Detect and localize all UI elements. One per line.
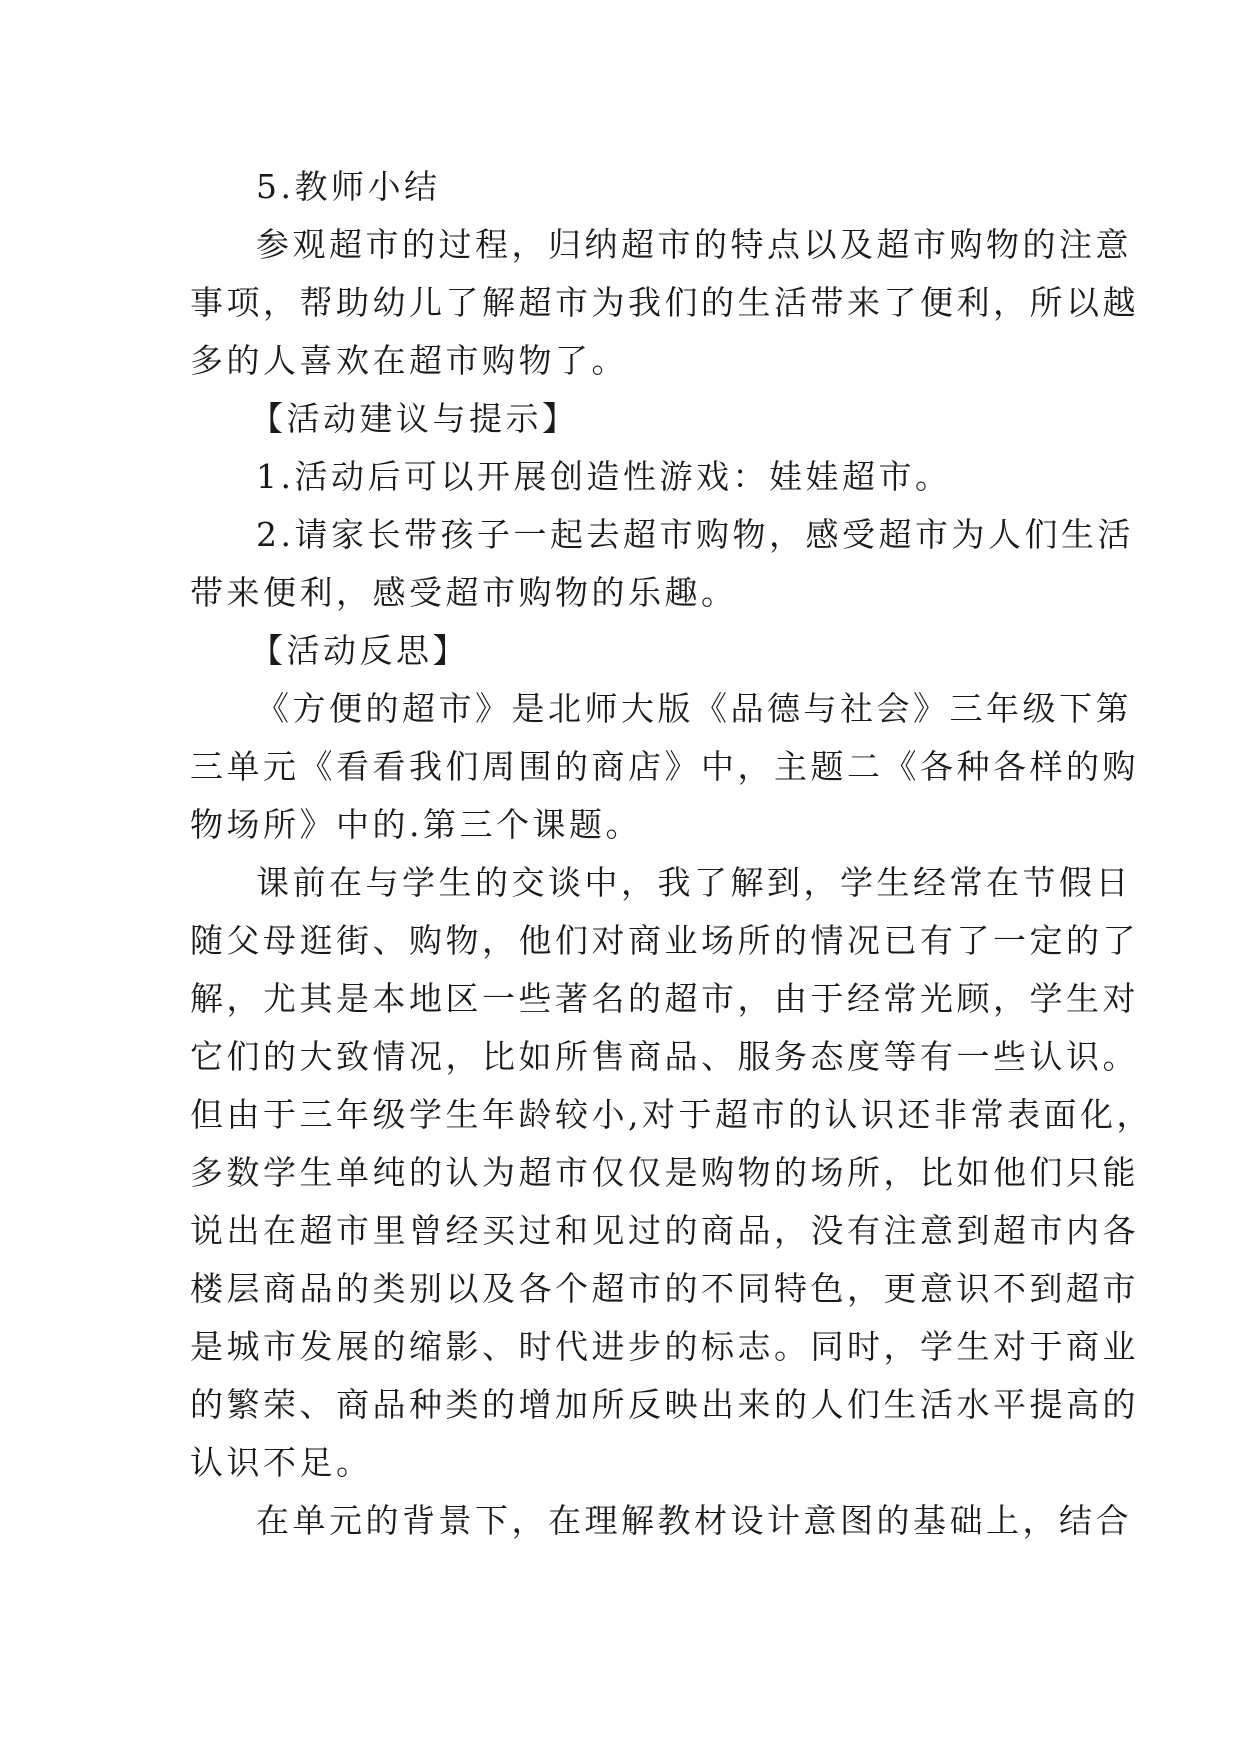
paragraph-line: 三单元《看看我们周围的商店》中，主题二《各种各样的购 [190, 747, 1139, 786]
paragraph-line: 的繁荣、商品种类的增加所反映出来的人们生活水平提高的 [190, 1385, 1139, 1424]
list-item: 1.活动后可以开展创造性游戏：娃娃超市。 [256, 457, 952, 496]
paragraph-line: 在单元的背景下，在理解教材设计意图的基础上，结合 [256, 1501, 1132, 1540]
section-heading-teacher-summary: 5.教师小结 [256, 167, 441, 206]
paragraph-line: 物场所》中的.第三个课题。 [190, 805, 642, 844]
paragraph-line: 是城市发展的缩影、时代进步的标志。同时，学生对于商业 [190, 1327, 1139, 1366]
section-heading-activity-suggestions: 【活动建议与提示】 [250, 399, 579, 438]
paragraph-line: 多数学生单纯的认为超市仅仅是购物的场所，比如他们只能 [190, 1153, 1139, 1192]
paragraph-line: 事项，帮助幼儿了解超市为我们的生活带来了便利，所以越 [190, 283, 1139, 322]
paragraph-line: 但由于三年级学生年龄较小,对于超市的认识还非常表面化， [190, 1095, 1153, 1134]
paragraph-line: 带来便利，感受超市购物的乐趣。 [190, 573, 738, 612]
paragraph-line: 楼层商品的类别以及各个超市的不同特色，更意识不到超市 [190, 1269, 1139, 1308]
paragraph-line: 多的人喜欢在超市购物了。 [190, 341, 628, 380]
section-heading-activity-reflection: 【活动反思】 [250, 631, 469, 670]
paragraph-line: 说出在超市里曾经买过和见过的商品，没有注意到超市内各 [190, 1211, 1139, 1250]
document-page [190, 158, 1153, 1550]
paragraph-line: 解，尤其是本地区一些著名的超市，由于经常光顾，学生对 [190, 979, 1139, 1018]
paragraph-line: 认识不足。 [190, 1443, 373, 1482]
paragraph-line: 随父母逛街、购物，他们对商业场所的情况已有了一定的了 [190, 921, 1139, 960]
paragraph-line: 参观超市的过程，归纳超市的特点以及超市购物的注意 [256, 225, 1132, 264]
paragraph-line: 它们的大致情况，比如所售商品、服务态度等有一些认识。 [190, 1037, 1139, 1076]
list-item: 2.请家长带孩子一起去超市购物，感受超市为人们生活 [256, 515, 1134, 554]
paragraph-line: 课前在与学生的交谈中，我了解到，学生经常在节假日 [256, 863, 1132, 902]
paragraph-line: 《方便的超市》是北师大版《品德与社会》三年级下第 [256, 689, 1132, 728]
